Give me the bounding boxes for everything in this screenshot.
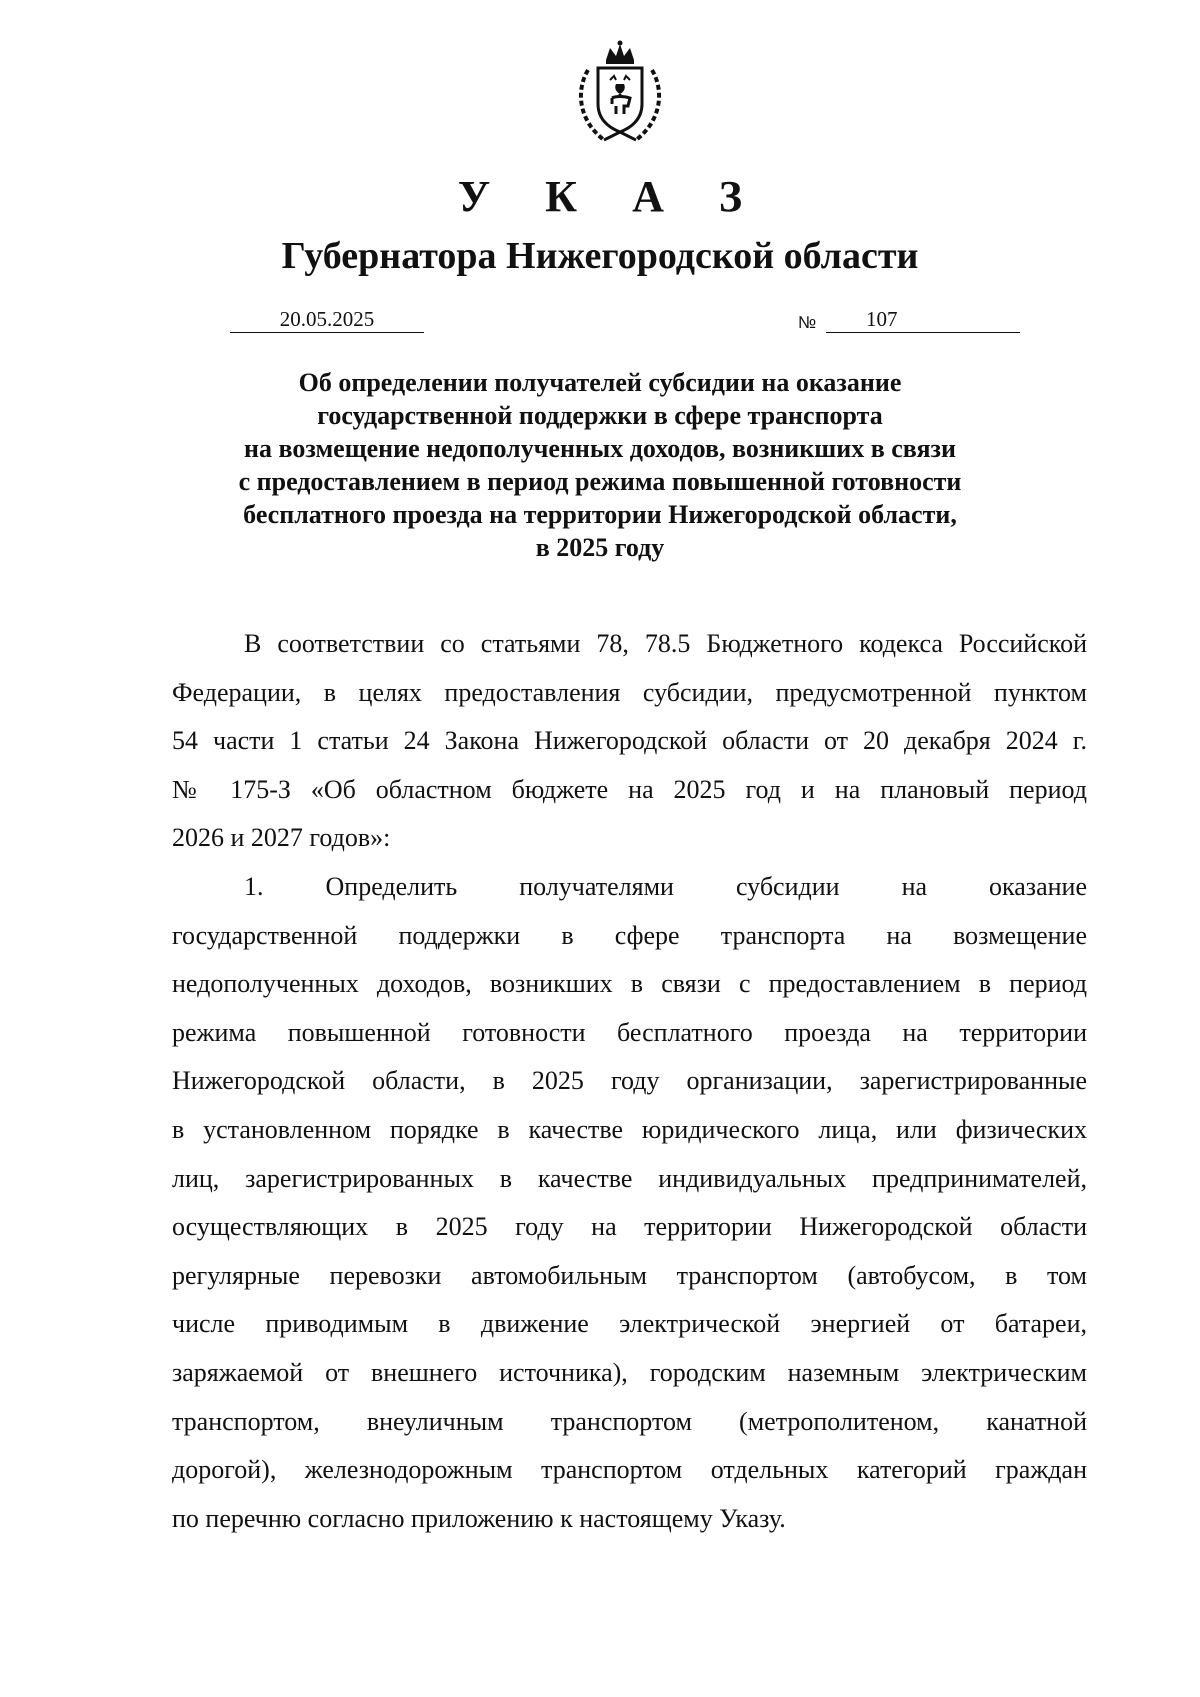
subject-line: в 2025 году [535, 533, 665, 562]
text-word: субсидии [735, 871, 840, 901]
text-line: лиц, зарегистрированных в качестве индивидуальных предпринимателей, [172, 1163, 1087, 1193]
text-line: регулярные перевозки автомобильным транспортом (автобусом, в том [172, 1260, 1087, 1290]
document-date: 20.05.2025 [230, 306, 424, 333]
text-line: по перечню согласно приложению к настоящему Указу. [172, 1503, 786, 1533]
document-body [172, 620, 1087, 1543]
subject-line: государственной поддержки в сфере транспорта [317, 401, 883, 430]
text-line: Федерации, в целях предоставления субсидии, предусмотренной пунктом [172, 677, 1087, 707]
text-line: транспортом, внеуличным транспортом (метрополитеном, канатной [172, 1406, 1087, 1436]
text-word: получателями [519, 871, 674, 901]
text-line: осуществляющих в 2025 году на территории Нижегородской области [172, 1212, 1087, 1242]
text-line: дорогой), железнодорожным транспортом отдельных категорий граждан [172, 1455, 1087, 1485]
subject-line: бесплатного проезда на территории Нижегородской области, [243, 500, 957, 529]
text-word: на [901, 871, 928, 901]
text-line: государственной поддержки в сфере транспорта на возмещение [172, 920, 1087, 950]
document-subject [200, 366, 1000, 564]
text-line: числе приводимым в движение электрической энергией от батареи, [172, 1309, 1087, 1339]
text-line: 54 части 1 статьи 24 Закона Нижегородской области от 20 декабря 2024 г. [172, 726, 1087, 756]
issuer-title: Губернатора Нижегородской области [281, 235, 919, 277]
document-number-field [826, 306, 1020, 333]
preamble-paragraph [172, 620, 1087, 863]
text-line: недополученных доходов, возникших в связи с предоставлением в период [172, 969, 1087, 999]
text-line: 2026 и 2027 годов»: [172, 823, 391, 853]
text-line: № 175-З «Об областном бюджете на 2025 год и на плановый период [172, 774, 1087, 804]
text-line: в установленном порядке в качестве юридического лица, или физических [172, 1114, 1087, 1144]
item-1-paragraph [172, 863, 1087, 1543]
item-1-first-line [172, 863, 1087, 912]
document-type-title: У К А З [457, 172, 765, 221]
item-number: 1. [244, 871, 264, 901]
subject-line: Об определении получателей субсидии на оказание [298, 368, 902, 397]
subject-line: с предоставлением в период режима повышенной готовности [238, 467, 962, 496]
subject-line: на возмещение недополученных доходов, возникших в связи [244, 434, 956, 463]
number-sign-label: № [798, 313, 817, 332]
text-line: режима повышенной готовности бесплатного проезда на территории [172, 1017, 1087, 1047]
document-number: 107 [866, 307, 898, 331]
coat-of-arms-icon [566, 40, 674, 148]
text-word: оказание [989, 871, 1087, 901]
text-line: заряжаемой от внешнего источника), городским наземным электрическим [172, 1357, 1087, 1387]
text-word: Определить [325, 871, 458, 901]
text-line: В соответствии со статьями 78, 78.5 Бюджетного кодекса Российской [244, 629, 1087, 658]
text-line: Нижегородской области, в 2025 году организации, зарегистрированные [172, 1066, 1087, 1096]
